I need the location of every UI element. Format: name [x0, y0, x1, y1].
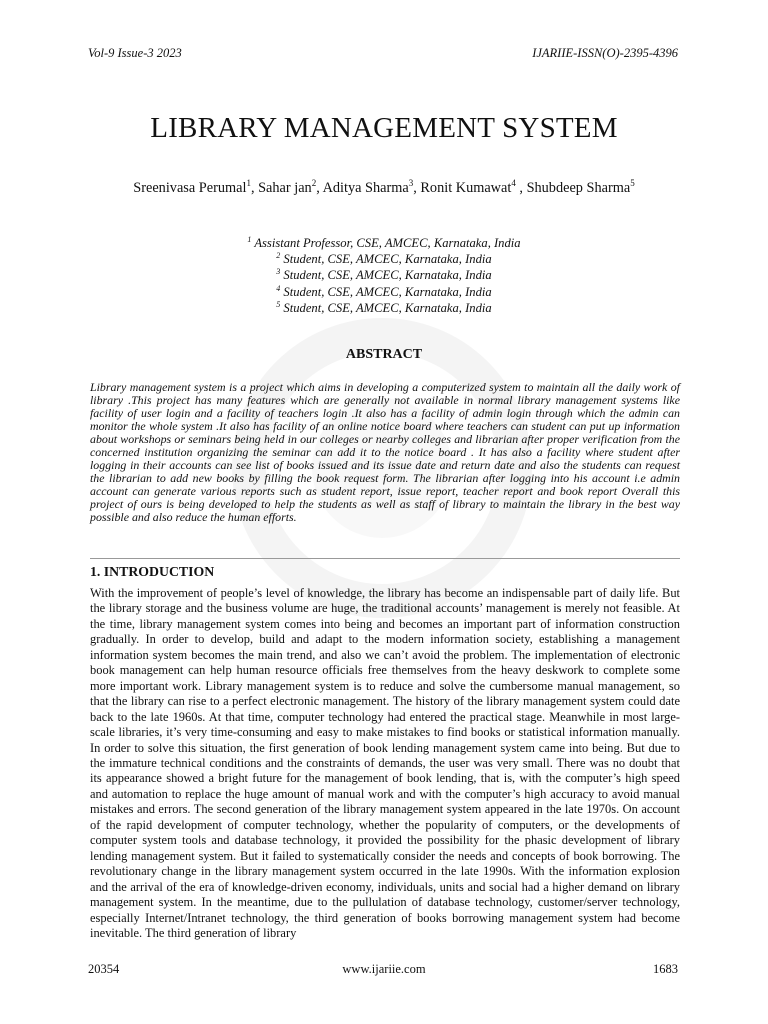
author-separator: , [413, 180, 421, 196]
footer-page-number: 1683 [653, 962, 678, 976]
author-name: Sahar jan [258, 180, 312, 196]
running-header-volume: Vol-9 Issue-3 2023 [88, 46, 182, 60]
affiliation-text: Student, CSE, AMCEC, Karnataka, India [280, 300, 492, 315]
affiliation-line [0, 235, 768, 251]
affiliation-text: Assistant Professor, CSE, AMCEC, Karnataka, India [251, 236, 521, 250]
affiliation-text: Student, CSE, AMCEC, Karnataka, India [280, 268, 492, 283]
paper-title: LIBRARY MANAGEMENT SYSTEM [150, 112, 618, 144]
author-separator: , [250, 180, 259, 196]
running-header-issn: IJARIIE-ISSN(O)-2395-4396 [532, 46, 678, 60]
affiliation-list [0, 235, 768, 316]
affiliation-line [0, 284, 768, 300]
section-divider [90, 558, 680, 559]
affiliation-line [0, 251, 768, 267]
affiliation-mark: 1 [247, 235, 252, 244]
author-separator: , [515, 180, 527, 196]
affiliation-line [0, 267, 768, 283]
footer-paper-id: 20354 [88, 962, 120, 976]
author-name: Shubdeep Sharma [526, 180, 631, 196]
author-affil-mark: 2 [311, 178, 317, 188]
author-list [0, 180, 768, 197]
affiliation-mark: 4 [276, 283, 281, 293]
author-affil-mark: 5 [630, 178, 635, 188]
author-affil-mark: 4 [511, 178, 516, 188]
abstract-text: Library management system is a project which aims in developing a computerized system to maintain all the daily work of library .This project has many features which are generally not available in normal library management systems like facility of user login and a facility of teachers login .It also has a facility of admin login through which the admin can monitor the whole system .It also has facility of an online notice board where teachers can student can put up information about workshops or seminars being held in our colleges or nearby colleges and librarian after proper verification from the concerned institution organizing the seminar can add it to the notice board . It has also a facility where student after logging in their accounts can see list of books issued and its issue date and return date and also the students can request the librarian to add new books by filling the book request form. The librarian after logging into his account i.e admin account can generate various reports such as student report, issue report, teacher report and book report Overall this project of ours is being developed to help the students as well as staff of library to maintain the library in the best way possible and also reduce the human efforts. [90, 380, 680, 525]
author-affil-mark: 3 [408, 178, 414, 188]
footer-website: www.ijariie.com [342, 962, 426, 976]
introduction-text: With the improvement of people’s level of knowledge, the library has become an indispensable part of daily life. But the library storage and the business volume are huge, the traditional accounts’ management is merely not feasible. At the time, library management system comes into being and becomes an important part of information construction gradually. In order to develop, build and adapt to the modern information society, establishing a management information system becomes the main trend, and also we can’t avoid the problem. The implementation of electronic book management can help human resource officials free themselves from the heavy deskwork to complete some more important work. Library management system is to reduce and solve the cumbersome manual management, so that the library can rise to a perfect electronic management. The history of the library management system could date back to the late 1960s. At that time, computer technology had entered the practical stage. Meanwhile in most large-scale libraries, it’s very time-consuming and easy to make mistakes to find books or statistical information manually. In order to solve this situation, the first generation of book lending management system came into being. But due to the immature technical conditions and the constraints of demands, the user was very small. There was no doubt that its appearance showed a bright future for the management of book lending, that is, with the computer’s high speed and automation to replace the huge amount of manual work and with the computer’s high accuracy to avoid manual mistakes and errors. The second generation of the library management system appeared in the late 1970s. On account of the rapid development of computer technology, whether the popularity of computers, or the developments of computer system tools and database technology, it provided the possibility for the phasic development of library lending management system. But it failed to systematically consider the needs and concepts of book borrowing. The revolutionary change in the library management system occurred in the late 1990s. With the information explosion and the arrival of the era of knowledge-driven economy, individuals, units and social had a higher demand on library management system. In the meantime, due to the pullulation of database technology, customer/server technology, especially Internet/Intranet technology, the third generation of books borrowing management system had become inevitable. The third generation of library [90, 586, 680, 940]
author-affil-mark: 1 [246, 178, 251, 188]
affiliation-mark: 3 [276, 267, 281, 277]
affiliation-mark: 2 [276, 251, 281, 261]
affiliation-mark: 5 [276, 299, 281, 309]
author-name: Sreenivasa Perumal [133, 180, 247, 196]
affiliation-text: Student, CSE, AMCEC, Karnataka, India [280, 284, 492, 299]
author-name: Ronit Kumawat [420, 180, 512, 196]
affiliation-line [0, 300, 768, 316]
abstract-heading: ABSTRACT [345, 347, 423, 362]
author-separator: , [316, 180, 323, 196]
author-name: Aditya Sharma [322, 180, 409, 196]
affiliation-text: Student, CSE, AMCEC, Karnataka, India [280, 252, 492, 267]
introduction-heading: 1. INTRODUCTION [90, 564, 215, 579]
